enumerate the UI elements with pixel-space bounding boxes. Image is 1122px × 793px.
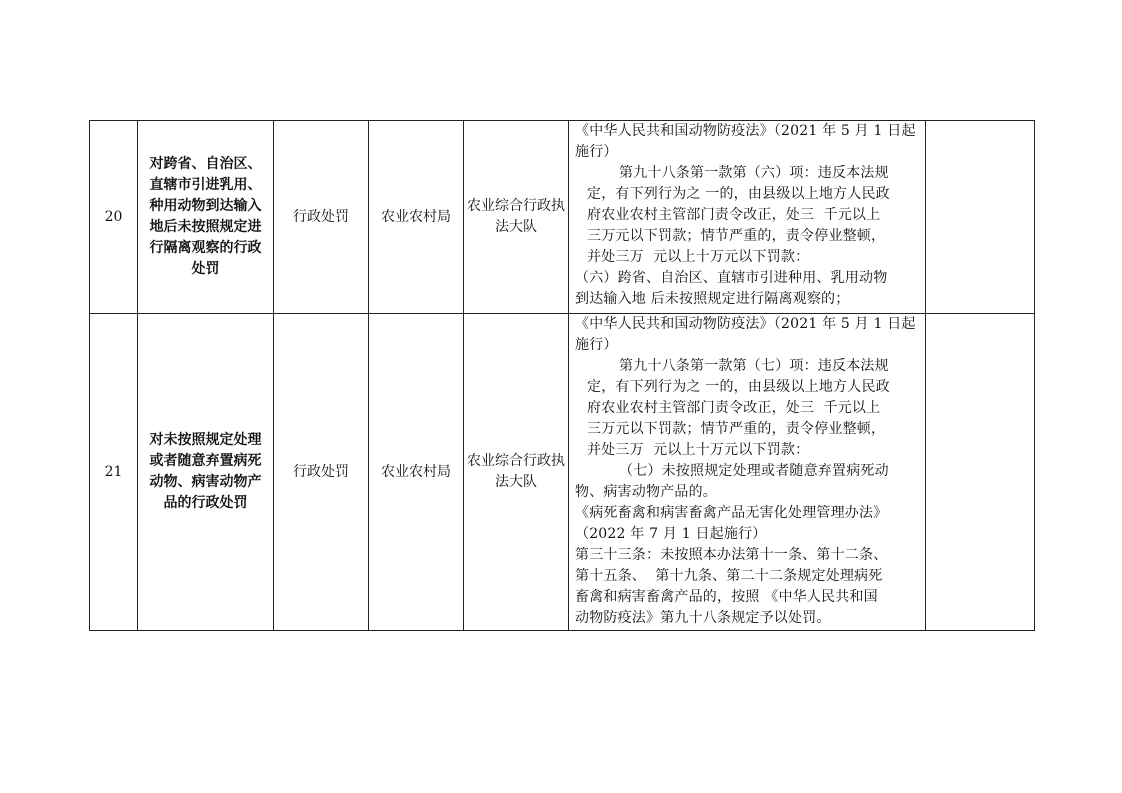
basis-line: （2022 年 7 月 1 日起施行） [575, 526, 767, 542]
basis-line: 并处三万 元以上十万元以下罚款： [587, 249, 810, 265]
responsible-department: 农业农村局 [369, 121, 464, 314]
basis-line: 《病死畜禽和病害畜禽产品无害化处理管理办法》 [575, 505, 888, 521]
basis-line: 第九十八条第一款第（六）项：违反本法规 [619, 165, 889, 181]
basis-line: 施行） [575, 337, 618, 353]
basis-line: 并处三万 元以上十万元以下罚款： [587, 442, 810, 458]
basis-line: 动物防疫法》第九十八条规定予以处罚。 [575, 610, 831, 626]
basis-line: 府农业农村主管部门责令改正，处三 千元以上 [587, 207, 881, 223]
basis-line: （七）未按照规定处理或者随意弃置病死动 [619, 463, 889, 479]
remarks-cell [926, 121, 1035, 314]
item-name: 对跨省、自治区、直辖市引进乳用、种用动物到达输入地后未按照规定进行隔离观察的行政处罚 [138, 121, 274, 314]
basis-line: 第九十八条第一款第（七）项：违反本法规 [619, 358, 889, 374]
item-type: 行政处罚 [274, 121, 369, 314]
basis-line: 《中华人民共和国动物防疫法》（2021 年 5 月 1 日起 [575, 316, 916, 332]
basis-line: 第三十三条：未按照本办法第十一条、第十二条、 [575, 547, 888, 563]
responsible-department: 农业农村局 [369, 314, 464, 631]
basis-line: 施行） [575, 144, 618, 160]
basis-line: 三万元以下罚款；情节严重的，责令停业整顿， [587, 228, 886, 244]
table-row [90, 314, 1035, 631]
item-type: 行政处罚 [274, 314, 369, 631]
basis-line: 定，有下列行为之 一的，由县级以上地方人民政 [587, 186, 890, 202]
basis-line: 第十五条、 第十九条、第二十二条规定处理病死 [575, 568, 883, 584]
row-number: 20 [90, 121, 138, 314]
row-number: 21 [90, 314, 138, 631]
basis-line: 《中华人民共和国动物防疫法》（2021 年 5 月 1 日起 [575, 123, 916, 139]
legal-basis [569, 121, 926, 314]
item-name: 对未按照规定处理或者随意弃置病死动物、病害动物产品的行政处罚 [138, 314, 274, 631]
enforcement-items-table [89, 120, 1035, 631]
basis-line: 到达输入地 后未按照规定进行隔离观察的； [575, 291, 850, 307]
basis-line: 定，有下列行为之 一的，由县级以上地方人民政 [587, 379, 890, 395]
enforcement-team: 农业综合行政执法大队 [464, 121, 569, 314]
basis-line: 物、病害动物产品的。 [575, 484, 717, 500]
basis-line: 畜禽和病害畜禽产品的，按照 《中华人民共和国 [575, 589, 878, 605]
enforcement-team: 农业综合行政执法大队 [464, 314, 569, 631]
basis-line: 三万元以下罚款；情节严重的，责令停业整顿， [587, 421, 886, 437]
basis-line: 府农业农村主管部门责令改正，处三 千元以上 [587, 400, 881, 416]
basis-line: （六）跨省、自治区、直辖市引进种用、乳用动物 [575, 270, 888, 286]
table-row [90, 121, 1035, 314]
remarks-cell [926, 314, 1035, 631]
legal-basis [569, 314, 926, 631]
